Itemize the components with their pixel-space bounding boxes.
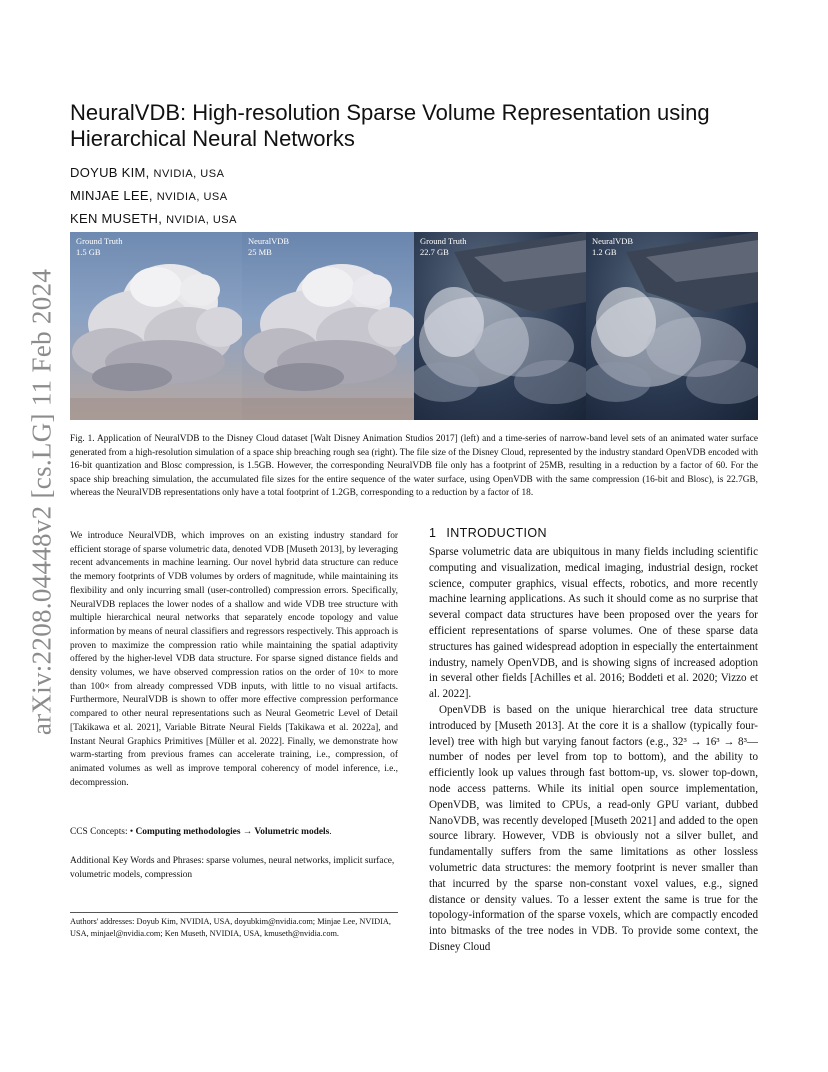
teaser-panel-ship-ground-truth bbox=[414, 232, 586, 420]
keywords: Additional Key Words and Phrases: sparse volumes, neural networks, implicit surface, volumetric models, compression bbox=[70, 856, 395, 880]
panel-label: Ground Truth 1.5 GB bbox=[76, 236, 123, 257]
cloud-render bbox=[70, 232, 242, 420]
ccs-suffix: . bbox=[329, 827, 332, 837]
author-list bbox=[70, 162, 237, 231]
teaser-panel-cloud-ground-truth bbox=[70, 232, 242, 420]
teaser-panel-ship-neuralvdb bbox=[586, 232, 758, 420]
panel-label: NeuralVDB 25 MB bbox=[248, 236, 290, 257]
figure-caption: Fig. 1. Application of NeuralVDB to the Disney Cloud dataset [Walt Disney Animation Studios 2017] (left) and a time-series of narrow-band level sets of an animated water surface generated from a high-resolution simulation of a space ship breaching rough sea (right). The file size of the Disney Cloud, represented by the industry standard OpenVDB encoded with 16-bit quantization and Blosc compression, is 1.5GB. However, the corresponding NeuralVDB file only has a footprint of 25MB, resulting in a reduction by a factor of 60. For the space ship breaching simulation, the accumulated file sizes for the entire sequence of the water surface, using OpenVDB with the same compression (16-bit and Blosc), is 22.7GB, whereas the NeuralVDB representations only have a total footprint of 1.2GB, corresponding to a reduction by a factor of 18. bbox=[70, 434, 758, 499]
introduction-body bbox=[429, 545, 758, 956]
author-affiliation: NVIDIA, USA bbox=[166, 214, 237, 226]
author bbox=[70, 162, 237, 185]
teaser-figure bbox=[70, 232, 758, 420]
panel-label: NeuralVDB 1.2 GB bbox=[592, 236, 634, 257]
ship-splash-render bbox=[414, 232, 586, 420]
section-heading bbox=[429, 526, 547, 540]
paragraph: Sparse volumetric data are ubiquitous in many fields including scientific computing and visualization, medical imaging, industrial design, rocket science, computer graphics, visual effects, robotics, and more recently machine learning applications. As such it should come as no surprise that several compact data structures have been proposed over the years for efficient representations of sparse volumes. One of these sparse data structures has gained widespread adoption in especially the entertainment industry, namely OpenVDB, and is showing signs of increased adoption in several other fields [Achilles et al. 2016; Boddeti et al. 2020; Vizzo et al. 2022]. bbox=[429, 546, 758, 701]
panel-label: Ground Truth 22.7 GB bbox=[420, 236, 467, 257]
paragraph: OpenVDB is based on the unique hierarchical tree data structure introduced by [Museth 2013]. At the core it is a shallow (typically four-level) tree with high but varying fanout factors (e.g., 32³ → 16³ → 8³—number of nodes per level from top to bottom), and the ability to efficiently look up values through fast bottom-up, vs. slower top-down, node access patterns. While its initial open source implementation, OpenVDB, was limited to CPUs, a read-only GPU variant, dubbed NanoVDB, was recently developed [Museth 2021] and added to the open source library. However, VDB is obviously not a silver bullet, and fundamentally suffers from the same limitations as other lossless volumetric data structures: the memory footprint is never smaller than that incurred by the sparse non-constant voxel values, e.g., signed distance or density values. To a lesser extent the same is true for the topology-information of the sparse voxels, which are compactly encoded into bitmasks of the tree nodes in VDB. To provide some context, the Disney Cloud bbox=[429, 703, 758, 953]
author-addresses-footnote: Authors' addresses: Doyub Kim, NVIDIA, USA, doyubkim@nvidia.com; Minjae Lee, NVIDIA, USA, minjael@nvidia.com; Ken Museth, NVIDIA, USA, kmuseth@nvidia.com. bbox=[70, 917, 391, 938]
author-name: KEN MUSETH, bbox=[70, 211, 163, 226]
ccs-concept: Computing methodologies → Volumetric models bbox=[135, 827, 330, 837]
cloud-render bbox=[242, 232, 414, 420]
teaser-panel-cloud-neuralvdb bbox=[242, 232, 414, 420]
author bbox=[70, 208, 237, 231]
section-number: 1 bbox=[429, 526, 437, 540]
ship-splash-render bbox=[586, 232, 758, 420]
ccs-prefix: CCS Concepts: • bbox=[70, 827, 136, 837]
author-name: DOYUB KIM, bbox=[70, 165, 150, 180]
section-title: INTRODUCTION bbox=[446, 526, 547, 540]
footnote-rule bbox=[70, 912, 398, 913]
author bbox=[70, 185, 237, 208]
paper-title: NeuralVDB: High-resolution Sparse Volume Representation using Hierarchical Neural Networks bbox=[70, 100, 710, 151]
author-affiliation: NVIDIA, USA bbox=[153, 168, 225, 180]
author-affiliation: NVIDIA, USA bbox=[156, 191, 228, 203]
arxiv-id: arXiv:2208.04448v2 [cs.LG] 11 Feb 2024 bbox=[26, 268, 57, 736]
author-name: MINJAE LEE, bbox=[70, 188, 153, 203]
abstract: We introduce NeuralVDB, which improves on an existing industry standard for efficient storage of sparse volumetric data, denoted VDB [Museth 2013], by leveraging recent advancements in machine learning. Our novel hybrid data structure can reduce the memory footprints of VDB volumes by orders of magnitude, while maintaining its flexibility and only incurring small (user-controlled) compression errors. Specifically, NeuralVDB replaces the lower nodes of a shallow and wide VDB tree structure with multiple hierarchical neural networks that separately encode topology and value information by means of neural classifiers and regressors respectively. This approach is proven to maximize the compression ratio while maintaining the spatial adaptivity offered by the higher-level VDB data structure. For sparse signed distance fields and density volumes, we have observed compression ratios on the order of 10× to more than 100× from already compressed VDB inputs, with little to no visual artifacts. Furthermore, NeuralVDB is shown to offer more effective compression performance compared to other neural representations such as Neural Geometric Level of Detail [Takikawa et al. 2021], Variable Bitrate Neural Fields [Takikawa et al. 2022a], and Instant Neural Graphics Primitives [Müller et al. 2022]. Finally, we demonstrate how warm-starting from previous frames can accelerate training, i.e., compression, of animated volumes as well as improve temporal coherency of model inference, i.e., decompression. bbox=[70, 531, 398, 788]
ccs-concepts bbox=[70, 826, 398, 840]
arxiv-stamp bbox=[22, 268, 62, 736]
